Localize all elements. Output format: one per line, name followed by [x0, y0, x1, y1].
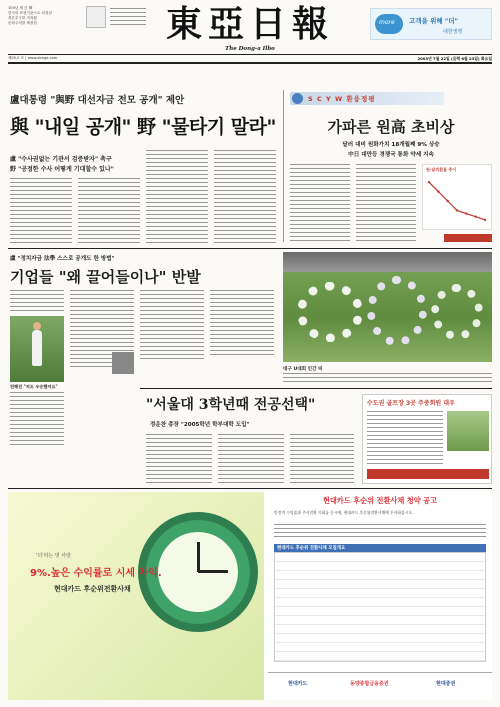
chart-title: 원-달러환율 추이: [426, 167, 457, 172]
golf-ad-box: [362, 394, 492, 484]
masthead-left-notes: [8, 6, 88, 26]
ad-big-line: 9%.높은 수익률로 시세 차익.: [30, 568, 162, 579]
human-ring-2: [367, 276, 427, 346]
golfer-head-icon: [33, 322, 41, 330]
third-body-col-3: [290, 434, 354, 484]
lead-kicker: 盧대통령 "與野 대선자금 전모 공개" 제안: [10, 95, 185, 106]
right-body-col-2: [356, 164, 416, 242]
ad-footer-mid: 동양종합금융증권: [350, 681, 389, 687]
ad-right-title: 현대카드 후순위 전환사채 청약 공고: [322, 496, 438, 505]
section-rule-1: [8, 248, 492, 249]
ad-right-body: [274, 524, 486, 540]
section-rule-3: [8, 488, 492, 489]
right-sub1: 달러 대비 원화가치 18개월째 9% 상승: [342, 142, 440, 148]
third-sub: 정운찬 총장 "2005학년 학부대학 도입": [150, 422, 250, 428]
masthead-date-line: 2003년 7월 22일 (음력 6월 23일) 화요일: [417, 56, 492, 61]
stadium-stands: [283, 252, 492, 272]
golfer-figure-icon: [32, 330, 42, 366]
masthead-bottom-rule: [8, 62, 492, 64]
ad-footer-right: 현대증권: [436, 681, 456, 687]
rate-point: [474, 216, 476, 218]
ad-footer-left: 현대카드: [288, 681, 308, 687]
third-body-col-2: [218, 434, 284, 484]
right-body-col-1: [290, 164, 350, 242]
second-kicker: 盧 "정치자금 法學 스스로 공개도 한 방법": [10, 256, 115, 262]
lead-body-col-3: [146, 150, 208, 244]
right-sub2: 中日 대만등 경쟁국 통화 약세 지속: [348, 152, 434, 158]
right-column-divider: [283, 90, 284, 242]
masthead-subtitle: The Dong-a Ilbo: [225, 46, 275, 52]
lead-sub2: 野 "공정한 수사 어떻게 기대할수 있나": [10, 166, 114, 173]
golf-ad-photo: [447, 411, 489, 451]
second-body-col-4: [210, 290, 274, 356]
ad-left-tag: '더'라는 벗 사랑: [36, 553, 71, 559]
lead-body-col-2: [78, 178, 140, 244]
golf-ad-title: 수도권 골프장 3곳 주중회원 대우: [367, 400, 455, 407]
stadium-photo: [283, 252, 492, 362]
right-headline: 가파른 원高 초비상: [327, 118, 455, 136]
masthead-info-line: 제25,0 호 | www.donga.com: [8, 56, 58, 60]
golfer-photo: [10, 316, 64, 382]
human-ring-1: [297, 282, 363, 342]
masthead-barcode-lines: [110, 8, 146, 26]
rate-series-line: [429, 182, 485, 220]
stadium-caption-text: [283, 373, 492, 385]
exchange-rate-chart: [422, 164, 492, 230]
rate-point: [428, 181, 430, 183]
masthead-note: 100년 새 日 賢: [8, 6, 33, 10]
ad-right-desc: 안정적 수익률과 주식전환 기회를 동시에, 현대카드 후순위전환사채에 투자하십시오.: [274, 510, 414, 515]
clock-hand-minute: [198, 570, 228, 573]
ad-left-panel: [8, 492, 264, 700]
third-body-col-1: [146, 434, 212, 484]
right-banner: [290, 92, 444, 105]
second-body-col-3: [140, 290, 204, 360]
lead-body-col-4: [214, 150, 276, 244]
promo-sub: 대한생명: [443, 29, 463, 35]
masthead-promo-box: [370, 8, 492, 40]
masthead-note: 문화주의를 제창한: [8, 21, 37, 25]
lead-sub1: 盧 "수사권없는 기관서 검증받자" 촉구: [10, 156, 112, 163]
second-headline: 기업들 "왜 끌어들이나" 반발: [10, 268, 201, 286]
stadium-caption: 대구 U대회 인간 띠: [283, 367, 323, 372]
lead-body-col-1: [10, 178, 72, 244]
masthead-title: 東亞日報: [165, 3, 334, 45]
human-ring-3: [431, 284, 483, 340]
ad-product: 현대카드 후순위전환사채: [54, 585, 131, 593]
second-body-col-1: [10, 290, 64, 312]
second-body-col-1b: [10, 392, 64, 446]
ad-table: [274, 552, 486, 662]
golf-ad-text: [367, 411, 443, 465]
promo-more-label: more: [379, 19, 395, 26]
ad-footer-bar: [268, 672, 492, 673]
masthead-qr-box: [86, 6, 106, 28]
right-banner-globe-icon: [292, 93, 303, 104]
reporter-photo: [112, 352, 134, 374]
exchange-rate-chart-svg: [423, 173, 491, 229]
right-footer-tag: [444, 234, 492, 242]
golfer-caption: 전혜진 "저도 우승했어요": [10, 384, 58, 389]
rate-point: [446, 200, 448, 202]
lead-headline: 與 "내일 공개" 野 "물타기 말라": [10, 116, 276, 138]
right-banner-text: S C Y W 환융정평: [308, 95, 376, 103]
masthead-top-rule: [8, 54, 492, 55]
golf-ad-footer: [367, 469, 489, 479]
ad-table-head: 현대카드 후순위 전환사채 모집개요: [274, 544, 486, 552]
masthead-note: 정론추구를 지켜왔: [8, 16, 37, 20]
rate-point: [437, 190, 439, 192]
rate-point: [456, 209, 458, 211]
ad-right-panel: [268, 492, 492, 700]
rate-point: [484, 219, 486, 221]
masthead-note: 한국의 표현기관으로 치열함: [8, 11, 52, 15]
clock-hand-hour: [197, 542, 200, 572]
third-headline: "서울대 3학년때 전공선택": [146, 397, 316, 413]
promo-text: 고객을 위해 "더": [409, 17, 458, 25]
rate-point: [465, 212, 467, 214]
section-rule-2: [140, 388, 492, 389]
bottom-ad: [8, 492, 492, 700]
